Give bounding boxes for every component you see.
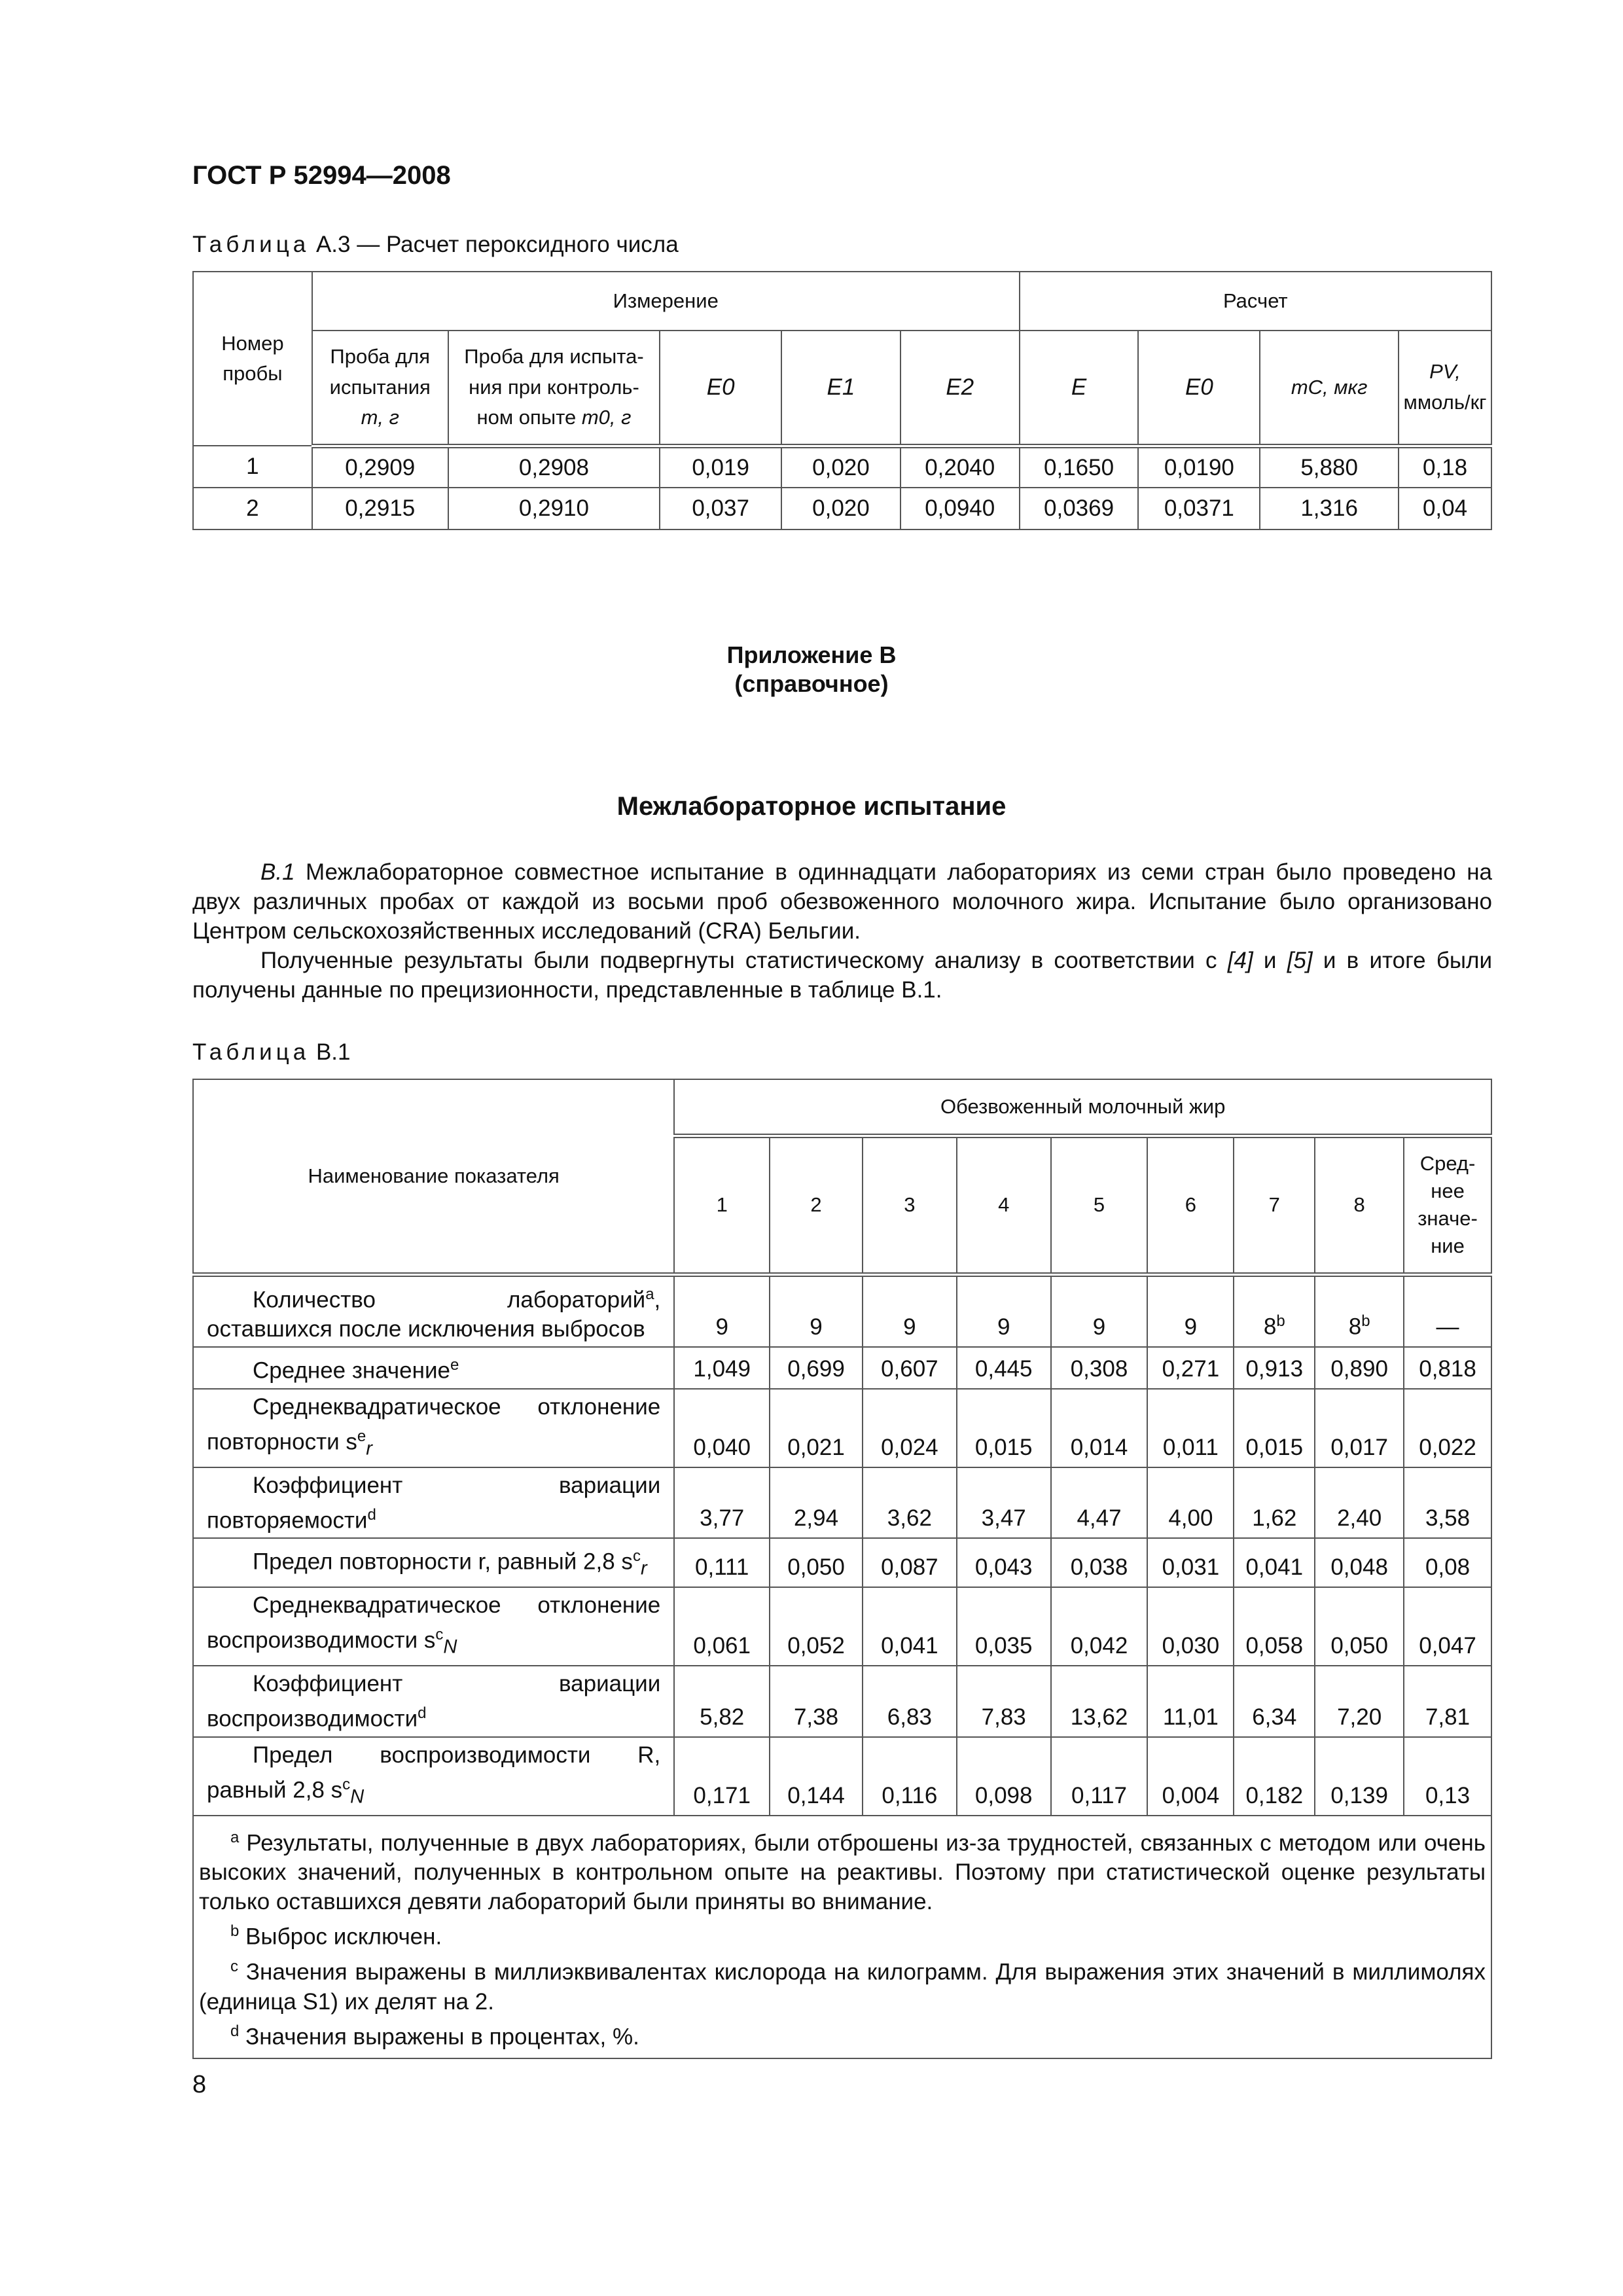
table-row: [193, 1538, 1491, 1587]
footnote-text: Выброс исключен.: [239, 1924, 442, 1950]
reference-link: [5]: [1287, 948, 1313, 973]
footnote-mark: c: [632, 1547, 641, 1566]
cell: 9: [1147, 1274, 1234, 1347]
cell: 0,043: [957, 1538, 1051, 1587]
footnote-d: [199, 2017, 1486, 2052]
cell: 7,20: [1315, 1666, 1404, 1737]
cell: 0,020: [781, 488, 901, 529]
cell: 0,116: [863, 1737, 957, 1816]
test-sample-label: Проба для испытания: [329, 345, 431, 399]
header-mc: [1260, 331, 1399, 446]
table-row: [193, 1666, 1491, 1737]
cell: 0,2040: [901, 446, 1020, 488]
column-header: 7: [1234, 1136, 1315, 1274]
cell: 9: [863, 1274, 957, 1347]
cell: 0,117: [1051, 1737, 1148, 1816]
cell: 0,08: [1404, 1538, 1491, 1587]
cell: 0,0940: [901, 488, 1020, 529]
table-b1: [192, 1079, 1492, 2059]
cell: 0,041: [863, 1587, 957, 1666]
table-row: [193, 1347, 1491, 1389]
mc-label: mC, мкг: [1291, 375, 1368, 399]
paragraph-results: [192, 946, 1492, 1005]
cell: 0,015: [1234, 1389, 1315, 1467]
cell: 0,0369: [1020, 488, 1139, 529]
clause-number: В.1: [260, 859, 295, 885]
cell: 0,087: [863, 1538, 957, 1587]
table-row: [193, 1274, 1491, 1347]
cell: 0,308: [1051, 1347, 1148, 1389]
header-pv: [1399, 331, 1491, 446]
appendix-subtitle: (справочное): [734, 670, 889, 697]
label: Коэффициент вариации воспроизводимости: [207, 1671, 661, 1732]
cell: 0,2909: [312, 446, 448, 488]
cell: [1315, 1274, 1404, 1347]
cell: 0,0371: [1138, 488, 1260, 529]
row-label: [193, 1467, 674, 1539]
cell: 0,18: [1399, 446, 1491, 488]
cell: 1,62: [1234, 1467, 1315, 1539]
cell: 0,144: [770, 1737, 863, 1816]
column-header: 5: [1051, 1136, 1148, 1274]
header-control-sample: [448, 331, 660, 446]
header-sample-number: Номер пробы: [193, 272, 312, 446]
footnote-mark: b: [230, 1922, 240, 1941]
row-label: [193, 1274, 674, 1347]
subscript: N: [443, 1636, 457, 1658]
cell: 0,019: [660, 446, 781, 488]
cell: 0,004: [1147, 1737, 1234, 1816]
e-label: E: [1071, 374, 1087, 401]
footnote-c: [199, 1952, 1486, 2017]
footnote-b: [199, 1916, 1486, 1952]
footnote-mark: d: [367, 1505, 376, 1524]
cell: 0,050: [770, 1538, 863, 1587]
table-row: [193, 488, 1491, 529]
column-header: 4: [957, 1136, 1051, 1274]
cell: 3,47: [957, 1467, 1051, 1539]
table-a3: [192, 271, 1492, 530]
cell: 0,182: [1234, 1737, 1315, 1816]
subscript: N: [350, 1786, 365, 1808]
footnote-mark: c: [435, 1626, 444, 1644]
header-e: [1020, 331, 1139, 446]
footnote-mark: d: [418, 1704, 427, 1723]
cell: 0,058: [1234, 1587, 1315, 1666]
cell: 0,271: [1147, 1347, 1234, 1389]
table-row: [193, 446, 1491, 488]
caption-rest: В.1: [310, 1039, 351, 1065]
cell: 0,048: [1315, 1538, 1404, 1587]
e0-label: E0: [706, 374, 735, 401]
label: Количество лабораторий: [253, 1287, 646, 1313]
paragraph-b1: [192, 857, 1492, 946]
row-label: [193, 1347, 674, 1389]
cell: 9: [674, 1274, 770, 1347]
row-label: [193, 1666, 674, 1737]
caption-prefix: Таблица: [192, 232, 310, 257]
row-label: [193, 1737, 674, 1816]
cell: 0,2908: [448, 446, 660, 488]
cell: 0,021: [770, 1389, 863, 1467]
section-title: Межлабораторное испытание: [616, 792, 1007, 821]
cell: 2,40: [1315, 1467, 1404, 1539]
cell: 7,38: [770, 1666, 863, 1737]
label: Коэффициент вариации повторяемости: [207, 1472, 661, 1534]
footnotes: [193, 1816, 1491, 2059]
table-b1-caption: [192, 1039, 351, 1066]
caption-rest: А.3 — Расчет пероксидного числа: [310, 232, 679, 257]
paragraph-b1-text: Межлабораторное совместное испытание в одиннадцати лабораториях из семи стран было проведено на двух различных пробах от каждой из восьми проб обезвоженного молочного жира. Испытание было организовано Центром сельскохозяйственных исследований (CRA) Бельгии.: [192, 859, 1492, 944]
label: , оставшихся после исключения выбросов: [207, 1287, 661, 1342]
control-sample-symbol: m0, г: [581, 406, 632, 429]
cell: 0,035: [957, 1587, 1051, 1666]
control-sample-label: Проба для испыта- ния при контроль- ном опыте: [464, 345, 644, 429]
e0b-label: E0: [1185, 374, 1213, 401]
header-e0b: [1138, 331, 1260, 446]
cell: 0,041: [1234, 1538, 1315, 1587]
test-sample-unit: m, г: [361, 406, 399, 429]
table-a3-caption: [192, 232, 679, 258]
pv-label: PV,: [1429, 360, 1461, 384]
cell: 0,111: [674, 1538, 770, 1587]
cell: —: [1404, 1274, 1491, 1347]
cell: [1234, 1274, 1315, 1347]
cell: 0,042: [1051, 1587, 1148, 1666]
cell: 0,052: [770, 1587, 863, 1666]
cell: 6,34: [1234, 1666, 1315, 1737]
cell: 0,031: [1147, 1538, 1234, 1587]
cell: 0,020: [781, 446, 901, 488]
cell: 0,699: [770, 1347, 863, 1389]
cell: 0,445: [957, 1347, 1051, 1389]
footnotes-row: [193, 1816, 1491, 2059]
cell: 0,040: [674, 1389, 770, 1467]
column-header: 3: [863, 1136, 957, 1274]
column-header: 2: [770, 1136, 863, 1274]
cell: 5,880: [1260, 446, 1399, 488]
cell: 0,022: [1404, 1389, 1491, 1467]
cell: 3,62: [863, 1467, 957, 1539]
cell: 3,77: [674, 1467, 770, 1539]
row-label: [193, 1587, 674, 1666]
reference-link: [4]: [1227, 948, 1253, 973]
intro-text: [192, 857, 1492, 1005]
cell: 0,607: [863, 1347, 957, 1389]
cell: 7,81: [1404, 1666, 1491, 1737]
cell: 1,316: [1260, 488, 1399, 529]
cell: 0,011: [1147, 1389, 1234, 1467]
footnote-mark: c: [230, 1958, 238, 1976]
cell: 2,94: [770, 1467, 863, 1539]
header-fat-group: Обезвоженный молочный жир: [674, 1079, 1491, 1136]
footnote-mark: b: [1276, 1312, 1285, 1331]
cell: 13,62: [1051, 1666, 1148, 1737]
appendix-title: Приложение В: [726, 641, 897, 668]
footnote-mark: d: [230, 2022, 240, 2040]
cell: 0,038: [1051, 1538, 1148, 1587]
cell: 0,015: [957, 1389, 1051, 1467]
table-row: [193, 1467, 1491, 1539]
cell: 0,014: [1051, 1389, 1148, 1467]
footnote-mark: e: [357, 1427, 366, 1445]
pv-unit: ммоль/кг: [1403, 390, 1487, 414]
label: Среднее значение: [253, 1357, 450, 1384]
cell: 4,00: [1147, 1467, 1234, 1539]
text: и: [1253, 948, 1287, 973]
cell: 1,049: [674, 1347, 770, 1389]
row-label: [193, 1389, 674, 1467]
cell: 6,83: [863, 1666, 957, 1737]
footnote-mark: e: [450, 1356, 459, 1374]
column-header: 6: [1147, 1136, 1234, 1274]
doc-title: ГОСТ Р 52994—2008: [192, 161, 451, 190]
header-indicator: Наименование показателя: [193, 1079, 674, 1274]
footnote-mark: c: [342, 1775, 351, 1793]
footnote-text: Результаты, полученные в двух лабораториях, были отброшены из-за трудностей, связанных с методом или очень высоких значений, полученных в контрольном опыте на реактивы. Поэтому при статистической оценке результаты только оставшихся девяти лабораторий были приняты во внимание.: [199, 1830, 1486, 1915]
label: Среднеквадратическое отклонение воспроизводимости s: [207, 1592, 661, 1653]
row-label: [193, 1538, 674, 1587]
cell: 3,58: [1404, 1467, 1491, 1539]
cell: 9: [1051, 1274, 1148, 1347]
cell: 0,913: [1234, 1347, 1315, 1389]
cell: 0,061: [674, 1587, 770, 1666]
cell: 0,098: [957, 1737, 1051, 1816]
cell: 0,030: [1147, 1587, 1234, 1666]
table-row: [193, 1587, 1491, 1666]
caption-prefix: Таблица: [192, 1039, 310, 1065]
cell: 5,82: [674, 1666, 770, 1737]
footnote-text: Значения выражены в процентах, %.: [239, 2024, 639, 2050]
header-test-sample: [312, 331, 448, 446]
text: Полученные результаты были подвергнуты статистическому анализу в соответствии с: [260, 948, 1228, 973]
column-header: 1: [674, 1136, 770, 1274]
footnote-mark: a: [230, 1828, 240, 1846]
cell: 0,017: [1315, 1389, 1404, 1467]
value: 8: [1348, 1314, 1362, 1340]
cell: 0,050: [1315, 1587, 1404, 1666]
e1-label: E1: [827, 374, 855, 401]
table-row: [193, 1737, 1491, 1816]
header-measurement: Измерение: [312, 272, 1020, 331]
cell: 0,024: [863, 1389, 957, 1467]
text: и в итоге были получены данные по прецизионности, представленные в таблице В.1.: [192, 948, 1492, 1003]
label: Предел повторности r, равный 2,8 s: [253, 1549, 633, 1575]
label: Среднеквадратическое отклонение повторности s: [207, 1393, 661, 1455]
cell: 11,01: [1147, 1666, 1234, 1737]
cell: 0,818: [1404, 1347, 1491, 1389]
cell: 2: [193, 488, 312, 529]
cell: 0,037: [660, 488, 781, 529]
header-e0: [660, 331, 781, 446]
cell: 9: [957, 1274, 1051, 1347]
value: 8: [1263, 1314, 1277, 1340]
cell: 4,47: [1051, 1467, 1148, 1539]
page-number: 8: [192, 2071, 207, 2098]
table-row: [193, 1389, 1491, 1467]
footnote-a: [199, 1823, 1486, 1917]
cell: 9: [770, 1274, 863, 1347]
cell: 1: [193, 446, 312, 488]
header-e1: [781, 331, 901, 446]
cell: 0,13: [1404, 1737, 1491, 1816]
cell: 0,04: [1399, 488, 1491, 529]
footnote-text: Значения выражены в миллиэквивалентах кислорода на килограмм. Для выражения этих значений в миллимолях (единица S1) их делят на 2.: [199, 1959, 1486, 2015]
cell: 0,2910: [448, 488, 660, 529]
subscript: r: [640, 1558, 647, 1580]
header-calculation: Расчет: [1020, 272, 1491, 331]
e2-label: E2: [946, 374, 974, 401]
footnote-mark: b: [1361, 1312, 1370, 1331]
column-header: 8: [1315, 1136, 1404, 1274]
footnote-mark: a: [645, 1285, 654, 1303]
label: Предел воспроизводимости R, равный 2,8 s: [207, 1742, 661, 1803]
header-e2: [901, 331, 1020, 446]
column-header-mean: Сред- нее значе- ние: [1404, 1136, 1491, 1274]
cell: 0,890: [1315, 1347, 1404, 1389]
cell: 0,2915: [312, 488, 448, 529]
cell: 0,0190: [1138, 446, 1260, 488]
cell: 0,171: [674, 1737, 770, 1816]
subscript: r: [366, 1438, 372, 1460]
cell: 0,047: [1404, 1587, 1491, 1666]
cell: 7,83: [957, 1666, 1051, 1737]
cell: 0,139: [1315, 1737, 1404, 1816]
cell: 0,1650: [1020, 446, 1139, 488]
